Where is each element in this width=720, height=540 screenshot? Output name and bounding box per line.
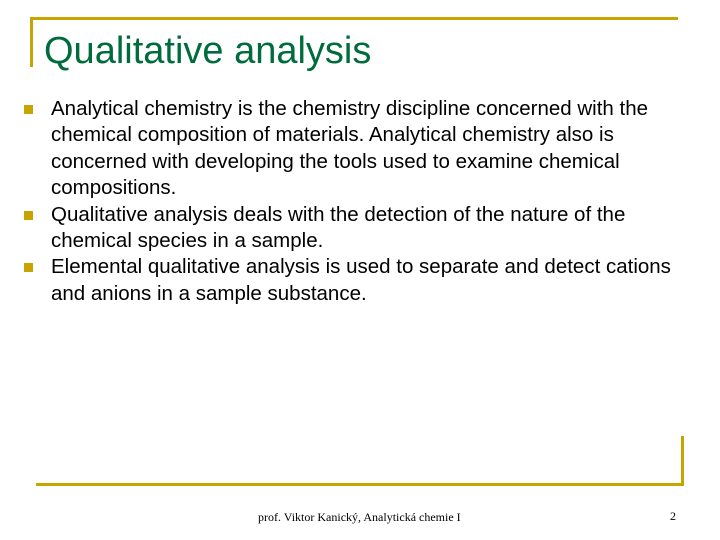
square-bullet-icon (24, 211, 33, 220)
bullet-item (24, 202, 684, 255)
bullet-item (24, 96, 684, 202)
bullet-text: Qualitative analysis deals with the detection of the nature of the chemical species in a sample. (51, 202, 626, 253)
bullet-item (24, 254, 684, 307)
square-bullet-icon (24, 263, 33, 272)
slide-number: 2 (670, 509, 676, 523)
slide-title: Qualitative analysis (44, 30, 372, 72)
frame-right-line (681, 436, 684, 486)
frame-left-line (30, 17, 33, 67)
frame-bottom-line (36, 483, 684, 486)
bullet-text: Elemental qualitative analysis is used to separate and detect cations and anions in a sample substance. (51, 255, 671, 305)
frame-top-line (30, 17, 678, 20)
footer-text: prof. Viktor Kanický, Analytická chemie I (258, 510, 461, 524)
bullet-text: Analytical chemistry is the chemistry discipline concerned with the chemical composition of materials. Analytical chemistry also is concerned with developing the tools used to examine chemical compositions. (51, 97, 649, 200)
bullet-list (24, 96, 684, 307)
square-bullet-icon (24, 105, 33, 114)
